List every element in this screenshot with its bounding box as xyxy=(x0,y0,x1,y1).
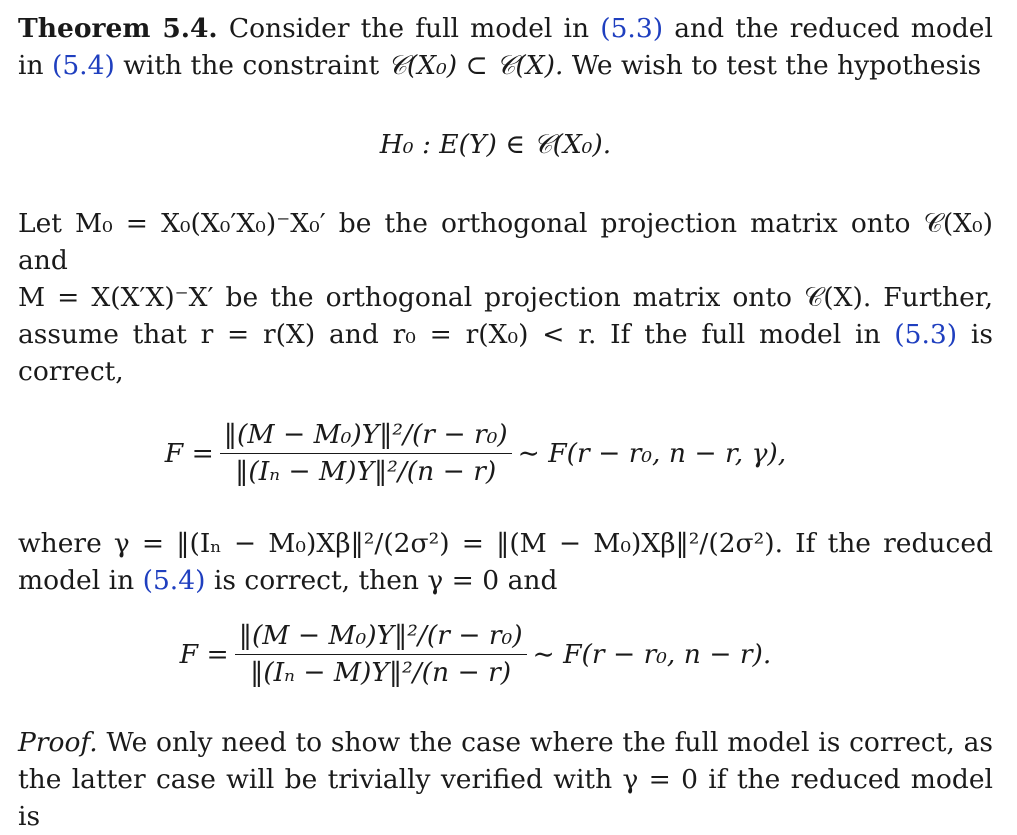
proof-line-2: the latter case will be trivially verified with γ = 0 if the reduced model is xyxy=(18,764,993,832)
eq2-lhs: F = xyxy=(179,639,229,670)
projection-line-3 xyxy=(18,316,993,353)
gamma-line-2a: model in xyxy=(18,565,135,596)
proof-text-1: We only need to show the case where the full model is correct, as xyxy=(106,727,993,758)
theorem-statement xyxy=(18,10,993,84)
projection-line-1: Let M₀ = X₀(X₀′X₀)⁻X₀′ be the orthogonal projection matrix onto 𝒞(X₀) and xyxy=(18,208,993,276)
eq2-denominator: ‖(Iₙ − M)Y‖²/(n − r) xyxy=(250,657,512,688)
equation-ref-full-model[interactable]: (5.3) xyxy=(600,13,664,44)
equation-ref-reduced-model-2[interactable]: (5.4) xyxy=(142,565,206,596)
eq1-lhs: F = xyxy=(164,438,214,469)
equation-ref-reduced-model[interactable]: (5.4) xyxy=(51,50,115,81)
eq2-rhs: ∼ F(r − r₀, n − r). xyxy=(532,639,772,670)
projection-line-2: M = X(X′X)⁻X′ be the orthogonal projection matrix onto 𝒞(X). Further, xyxy=(18,282,993,313)
theorem-text-3: with the constraint xyxy=(123,50,380,81)
theorem-text-2: and the reduced model in xyxy=(18,13,993,81)
f-statistic-equation-full xyxy=(0,420,993,487)
proof-line-1 xyxy=(18,724,993,761)
eq2-numerator: ‖(M − M₀)Y‖²/(r − r₀) xyxy=(235,621,527,655)
eq1-rhs: ∼ F(r − r₀, n − r, γ), xyxy=(517,438,787,469)
f-statistic-equation-reduced xyxy=(0,621,993,688)
gamma-paragraph xyxy=(18,525,993,599)
eq1-numerator: ‖(M − M₀)Y‖²/(r − r₀) xyxy=(220,420,512,454)
constraint-expression: 𝒞(X₀) ⊂ 𝒞(X). xyxy=(387,50,564,81)
proof-label: Proof. xyxy=(18,727,98,758)
projection-line-4: correct, xyxy=(18,356,124,387)
theorem-page xyxy=(18,10,993,835)
projection-line-3b: is xyxy=(970,319,993,350)
theorem-label: Theorem 5.4. xyxy=(18,13,218,44)
eq1-fraction xyxy=(220,420,512,487)
eq2-fraction xyxy=(235,621,527,688)
gamma-line-2 xyxy=(18,562,993,599)
eq1-denominator: ‖(Iₙ − M)Y‖²/(n − r) xyxy=(235,456,497,487)
theorem-text-1: Consider the full model in xyxy=(228,13,590,44)
theorem-text-4: We wish to test the hypothesis xyxy=(571,50,982,81)
equation-ref-full-model-2[interactable]: (5.3) xyxy=(894,319,958,350)
projection-paragraph xyxy=(18,205,993,390)
hypothesis-equation: H₀ : E(Y) ∈ 𝒞(X₀). xyxy=(379,129,612,160)
gamma-line-1: where γ = ‖(Iₙ − M₀)Xβ‖²/(2σ²) = ‖(M − M₀)Xβ‖²/(2σ²). If the reduced xyxy=(18,528,993,559)
gamma-line-2b: is correct, then γ = 0 and xyxy=(213,565,558,596)
proof-paragraph xyxy=(18,724,993,835)
projection-line-3a: assume that r = r(X) and r₀ = r(X₀) < r. If the full model in xyxy=(18,319,881,350)
